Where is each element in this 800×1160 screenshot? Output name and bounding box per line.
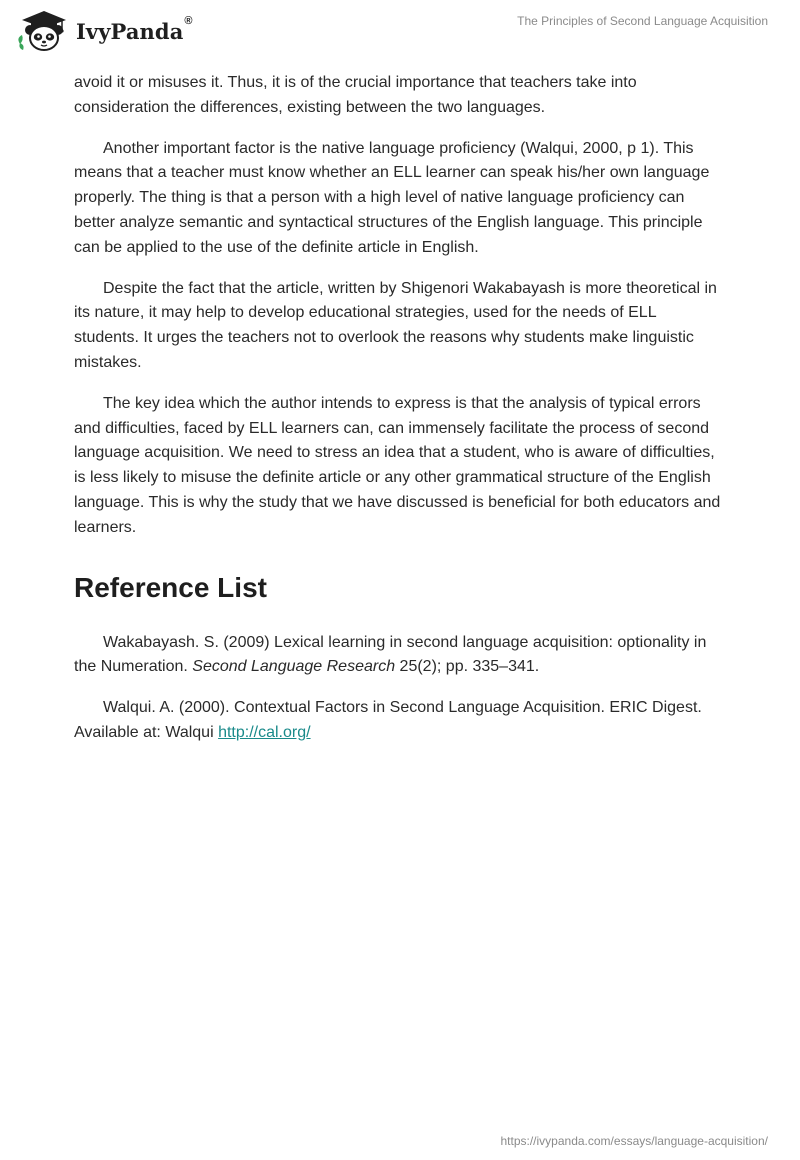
body-paragraph: avoid it or misuses it. Thus, it is of the crucial importance that teachers take into consideration the differences, existing between the two languages. bbox=[74, 74, 637, 116]
essay-body bbox=[74, 71, 724, 762]
body-paragraph: Another important factor is the native language proficiency (Walqui, 2000, p 1). This means that a teacher must know whether an ELL learner can speak his/her own language properly. The thing is that a person with a high level of native language proficiency can better analyze semantic and syntactical structures of the English language. This principle can be applied to the use of the definite article in English. bbox=[74, 139, 710, 256]
body-paragraph: The key idea which the author intends to express is that the analysis of typical errors and difficulties, faced by ELL learners can, can immensely facilitate the process of second language acquisition. We need to stress an idea that a student, who is aware of difficulties, is less likely to misuse the definite article or any other grammatical structure of the English language. This is why the study that we have discussed is beneficial for both educators and learners. bbox=[74, 394, 721, 536]
ivypanda-logo[interactable] bbox=[14, 8, 193, 54]
reference-entry bbox=[74, 696, 724, 746]
references-heading: Reference List bbox=[74, 571, 267, 603]
panda-graduate-icon bbox=[14, 8, 74, 54]
logo-wordmark: IvyPanda® bbox=[76, 14, 193, 44]
reference-text: Walqui. A. (2000). Contextual Factors in Second Language Acquisition. ERIC Digest. Available at: Walqui bbox=[74, 699, 702, 741]
reference-journal: Second Language Research bbox=[192, 658, 396, 676]
registered-mark: ® bbox=[184, 14, 193, 27]
document-title: The Principles of Second Language Acquisition bbox=[517, 14, 768, 28]
reference-link[interactable]: http://cal.org/ bbox=[218, 723, 311, 741]
body-paragraph: Despite the fact that the article, written by Shigenori Wakabayash is more theoretical in its nature, it may help to develop educational strategies, used for the needs of ELL students. It urges the teachers not to overlook the reasons why students make linguistic mistakes. bbox=[74, 279, 717, 371]
footer-url[interactable]: https://ivypanda.com/essays/language-acquisition/ bbox=[500, 1134, 768, 1148]
reference-text: 25(2); pp. 335–341. bbox=[395, 658, 540, 676]
page-header bbox=[0, 0, 800, 64]
reference-text: Wakabayash. S. (2009) Lexical learning in second language acquisition: optionality in the Numeration. bbox=[74, 633, 707, 676]
reference-entry bbox=[74, 631, 724, 681]
